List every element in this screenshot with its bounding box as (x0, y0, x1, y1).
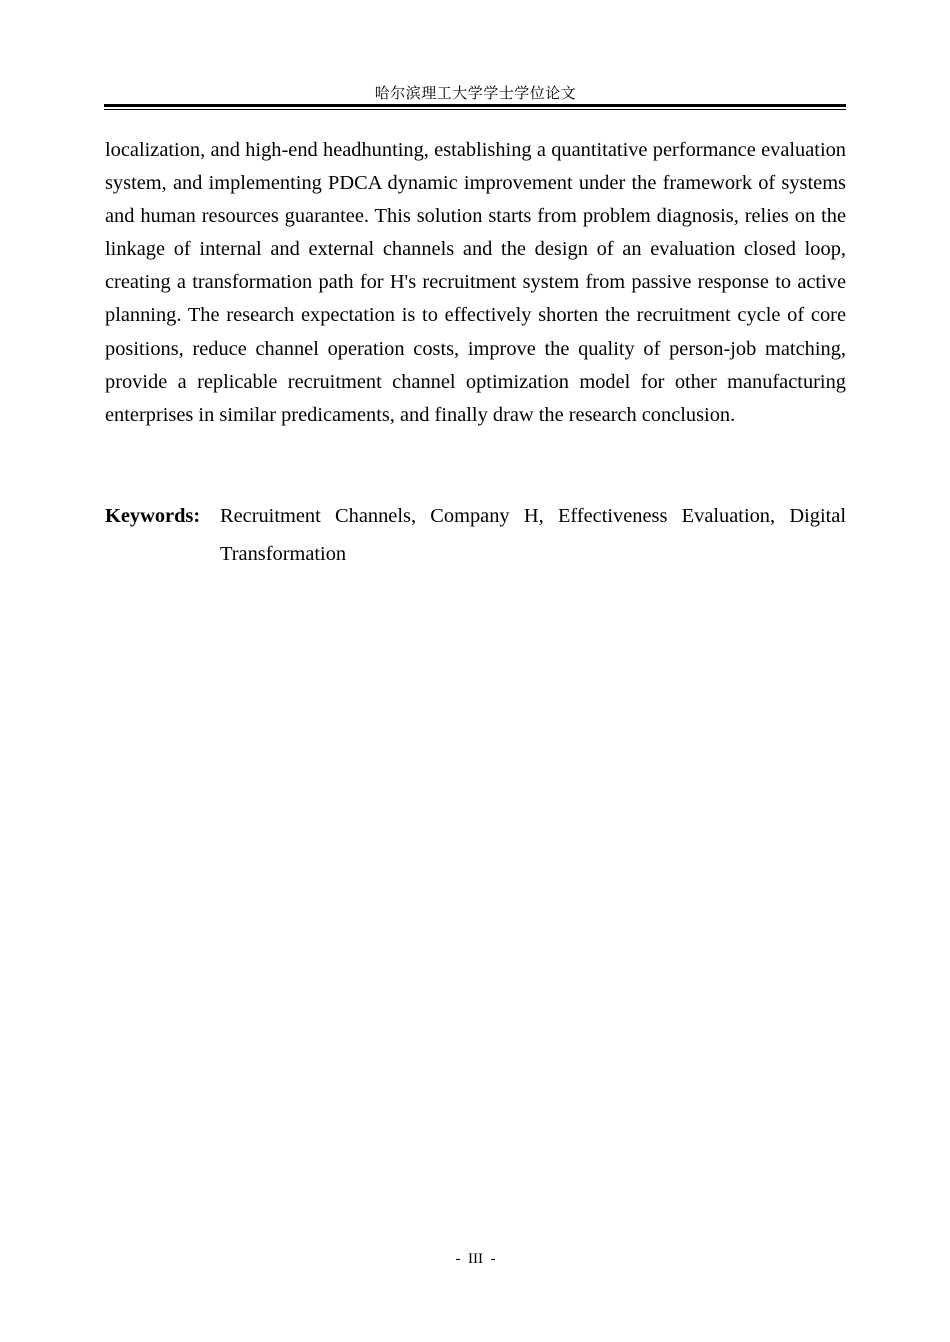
page-number: - III - (455, 1251, 496, 1267)
header-rule-thick (104, 104, 846, 107)
header-rule-thin (104, 109, 846, 110)
keywords-label: Keywords: (105, 505, 201, 527)
keywords-block (105, 497, 846, 573)
running-header: 哈尔滨理工大学学士学位论文 (374, 84, 577, 102)
keywords-text: Recruitment Channels, Company H, Effectiveness Evaluation, Digital Transformation (220, 505, 846, 565)
abstract-paragraph: localization, and high-end headhunting, establishing a quantitative performance evaluation system, and implementing PDCA dynamic improvement under the framework of systems and human resources guarantee. This solution starts from problem diagnosis, relies on the linkage of internal and external channels and the design of an evaluation closed loop, creating a transformation path for H's recruitment system from passive response to active planning. The research expectation is to effectively shorten the recruitment cycle of core positions, reduce channel operation costs, improve the quality of person-job matching, provide a replicable recruitment channel optimization model for other manufacturing enterprises in similar predicaments, and finally draw the research conclusion. (105, 139, 846, 426)
